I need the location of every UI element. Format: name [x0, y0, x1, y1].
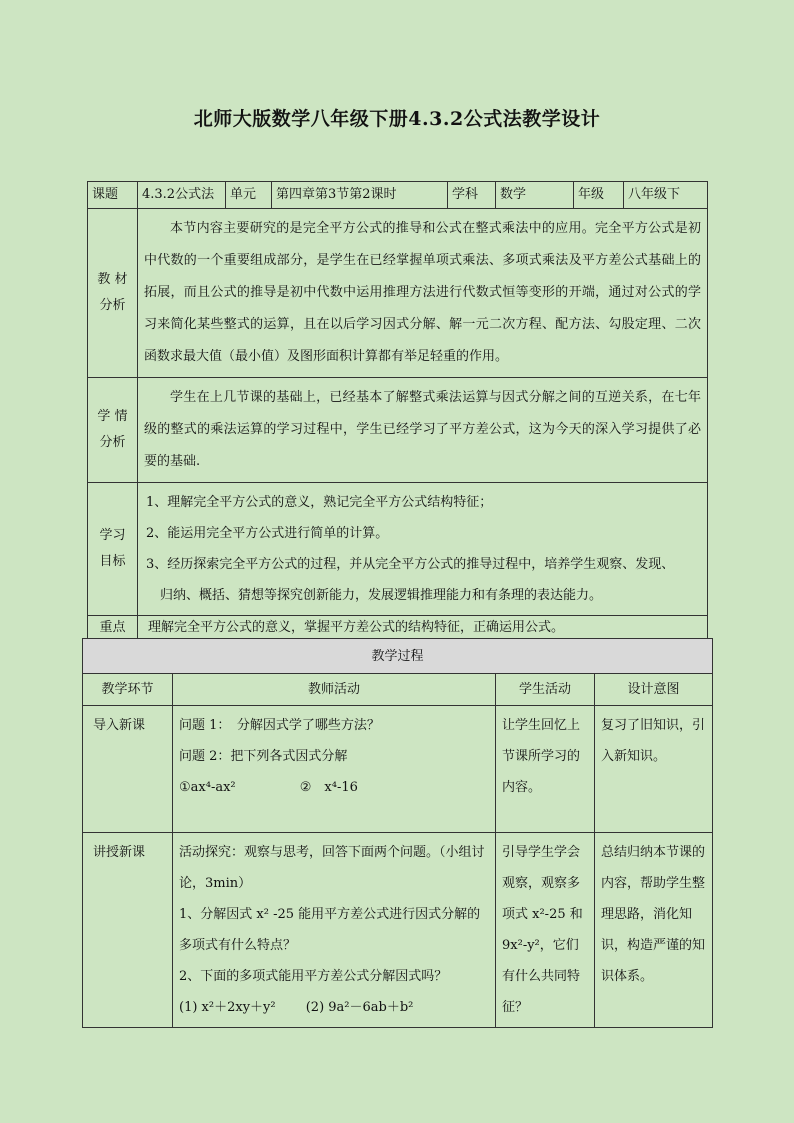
material-text: 本节内容主要研究的是完全平方公式的推导和公式在整式乘法中的应用。完全平方公式是初中代数的一个重要组成部分，是学生在已经掌握单项式乘法、多项式乘法及平方差公式基础上的拓展，而且公式的推导是初中代数中运用推理方法进行代数式恒等变形的开端，通过对公式的学习来简化某些整式的运算，且在以后学习因式分解、解一元二次方程、配方法、勾股定理、二次函数求最大值（最小值）及图形面积计算都有举足轻重的作用。 [138, 209, 708, 378]
subject-label: 学科 [448, 182, 496, 209]
new-teacher [173, 833, 496, 1028]
process-columns-row [83, 674, 713, 706]
new-activity: 活动探究：观察与思考，回答下面两个问题。（小组讨论，3min） [179, 845, 485, 891]
topic-label: 课题 [88, 182, 138, 209]
subject-value: 数学 [496, 182, 574, 209]
learner-text: 学生在上几节课的基础上，已经基本了解整式乘法运算与因式分解之间的互逆关系，在七年级的整式的乘法运算的学习过程中，学生已经学习了平方差公式，这为今天的深入学习提供了必要的基础. [138, 378, 708, 483]
intro-exercises [179, 772, 489, 803]
new-lesson-row [83, 833, 713, 1028]
intro-exercise-1: ①ax⁴-ax² [179, 780, 236, 795]
info-row [88, 182, 708, 209]
unit-value: 第四章第3节第2课时 [272, 182, 448, 209]
process-heading: 教学过程 [83, 639, 713, 674]
grade-label: 年级 [574, 182, 624, 209]
material-label: 教 材 分析 [88, 209, 138, 378]
new-student: 引导学生学会观察，观察多项式 x²-25 和 9x²-y²，它们有什么共同特征？ [496, 833, 595, 1028]
intro-intent: 复习了旧知识，引入新知识。 [595, 706, 713, 833]
goals-label: 学习 目标 [88, 483, 138, 616]
goals-list [138, 483, 708, 616]
info-table [87, 181, 708, 666]
intro-teacher [173, 706, 496, 833]
new-formula-2: (2) 9a²－6ab＋b² [305, 1000, 414, 1015]
column-header: 设计意图 [595, 674, 713, 706]
goal-item: 归纳、概括、猜想等探究创新能力，发展逻辑推理能力和有条理的表达能力。 [160, 588, 603, 603]
goals-row [88, 483, 708, 616]
new-formulas [179, 992, 489, 1023]
page-title: 北师大版数学八年级下册4.3.2公式法教学设计 [193, 108, 601, 130]
key-point-row [88, 616, 708, 641]
column-header: 教学环节 [83, 674, 173, 706]
process-table [82, 638, 713, 1028]
key-point-text: 理解完全平方公式的意义，掌握平方差公式的结构特征，正确运用公式。 [138, 616, 708, 641]
process-heading-row [83, 639, 713, 674]
new-question-1: 1、分解因式 x² -25 能用平方差公式进行因式分解的多项式有什么特点？ [179, 907, 481, 953]
column-header: 学生活动 [496, 674, 595, 706]
key-point-label: 重点 [88, 616, 138, 641]
intro-exercise-2: ② x⁴-16 [299, 780, 358, 795]
new-formula-1: (1) x²＋2xy＋y² [179, 1000, 276, 1015]
learner-row [88, 378, 708, 483]
topic-value: 4.3.2公式法 [138, 182, 226, 209]
learner-label: 学 情 分析 [88, 378, 138, 483]
intro-stage: 导入新课 [83, 706, 173, 833]
goal-item: 3、经历探索完全平方公式的过程，并从完全平方公式的推导过程中，培养学生观察、发现、 [146, 557, 675, 572]
intro-question-2: 问题 2：把下列各式因式分解 [179, 749, 348, 764]
goal-item: 1、理解完全平方公式的意义，熟记完全平方公式结构特征； [146, 495, 493, 510]
new-intent: 总结归纳本节课的内容，帮助学生整理思路，消化知识，构造严谨的知识体系。 [595, 833, 713, 1028]
intro-student: 让学生回忆上节课所学习的内容。 [496, 706, 595, 833]
grade-value: 八年级下 [624, 182, 708, 209]
intro-row [83, 706, 713, 833]
new-stage: 讲授新课 [83, 833, 173, 1028]
intro-question-1: 问题 1： 分解因式学了哪些方法？ [179, 718, 380, 733]
column-header: 教师活动 [173, 674, 496, 706]
material-row [88, 209, 708, 378]
unit-label: 单元 [226, 182, 272, 209]
goal-item: 2、能运用完全平方公式进行简单的计算。 [146, 526, 389, 541]
new-question-2: 2、下面的多项式能用平方差公式分解因式吗？ [179, 969, 448, 984]
